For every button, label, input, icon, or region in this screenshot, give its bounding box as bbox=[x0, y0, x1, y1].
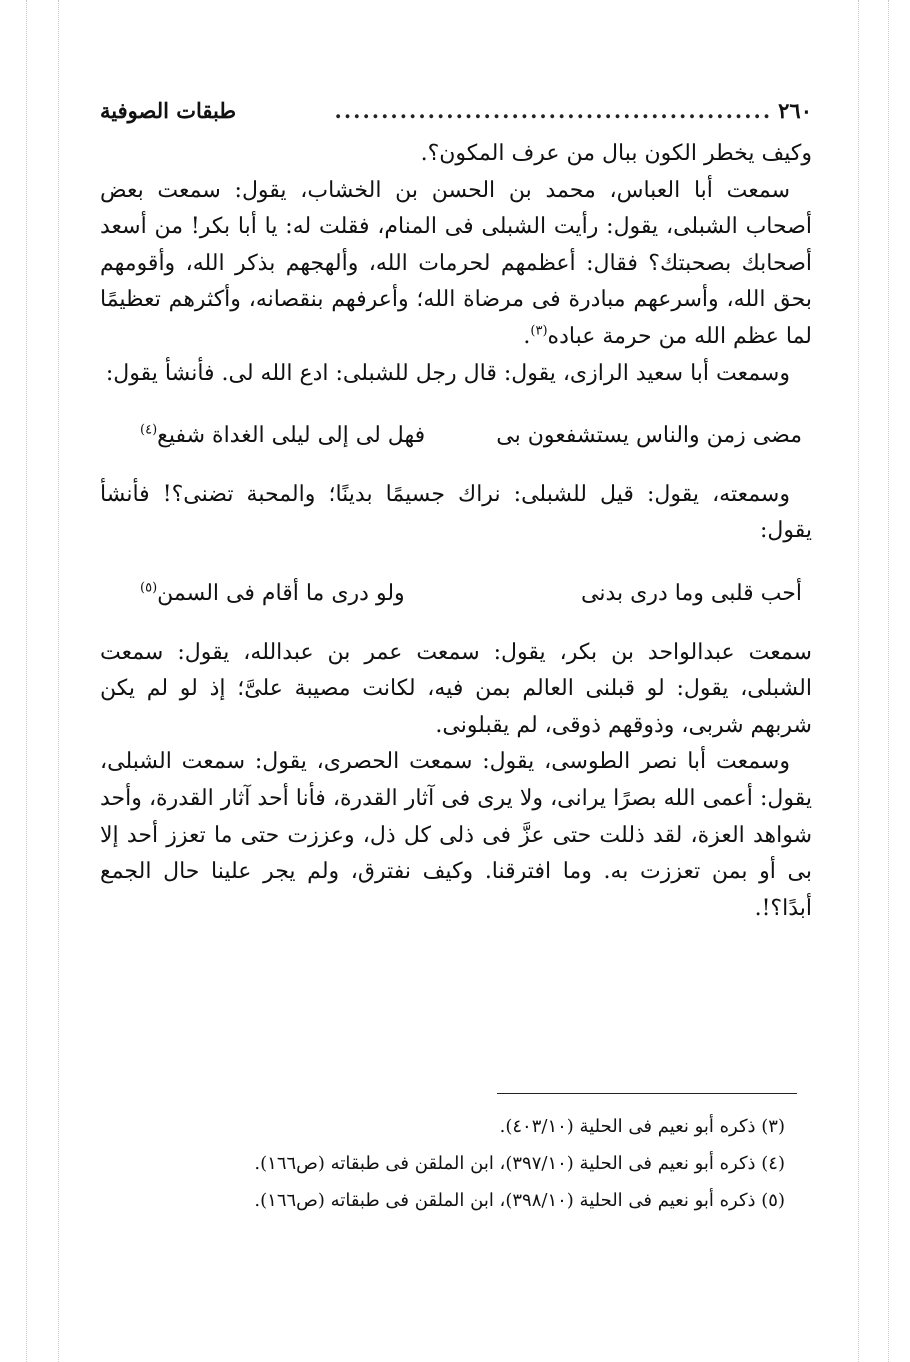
poem-verse bbox=[100, 576, 812, 613]
paragraph bbox=[100, 173, 812, 356]
footnote-ref: (٣) bbox=[530, 323, 548, 339]
book-title: طبقات الصوفية bbox=[100, 98, 237, 123]
verse-first-hemistich: أحب قلبى وما درى بدنى bbox=[581, 580, 802, 606]
poem-verse bbox=[100, 418, 812, 455]
footnote-ref: (٥) bbox=[140, 580, 158, 596]
body-text bbox=[100, 136, 812, 927]
footnote: (٣) ذكره أبو نعيم فى الحلية (٤٠٣/١٠). bbox=[499, 1116, 785, 1137]
scan-margin-line bbox=[858, 0, 859, 1362]
scan-margin-line bbox=[58, 0, 59, 1362]
footnote-ref: (٤) bbox=[140, 422, 158, 438]
paragraph-text: سمعت أبا العباس، محمد بن الحسن بن الخشاب، يقول: سمعت بعض أصحاب الشبلى، يقول: رأيت الشبلى فى المنام، فقلت له: يا أبا بكر! من أسعد أصحابك بصحبتك؟ فقال: أعظمهم لحرمات الله، وألهجهم بذكر الله، وأقومهم بحق الله، وأسرعهم مبادرة فى مرضاة الله؛ وأعرفهم بنقصانه، وأكثرهم تعظيمًا لما عظم الله من حرمة عباده bbox=[100, 177, 812, 349]
paragraph: وسمعته، يقول: قيل للشبلى: نراك جسيمًا بدينًا؛ والمحبة تضنى؟! فأنشأ يقول: bbox=[100, 481, 812, 544]
footnote-separator bbox=[497, 1093, 797, 1094]
paragraph: سمعت عبدالواحد بن بكر، يقول: سمعت عمر بن عبدالله، يقول: سمعت الشبلى، يقول: لو قبلنى العالم بمن فيه، لكانت مصيبة علىَّ؛ إذ لو لم يكن شربهم شربى، وذوقهم ذوقى، لم يقبلونى. bbox=[100, 639, 812, 738]
paragraph: وكيف يخطر الكون ببال من عرف المكون؟. bbox=[420, 141, 812, 166]
paragraph: وسمعت أبا سعيد الرازى، يقول: قال رجل للشبلى: ادع الله لى. فأنشأ يقول: bbox=[105, 360, 790, 386]
footnote: (٤) ذكره أبو نعيم فى الحلية (٣٩٧/١٠)، ابن الملقن فى طبقاته (ص١٦٦). bbox=[254, 1153, 785, 1174]
header-leader-dots: ............................................... bbox=[334, 98, 773, 123]
scan-margin-line bbox=[26, 0, 27, 1362]
scan-margin-line bbox=[888, 0, 889, 1362]
verse-second-hemistich bbox=[140, 576, 405, 613]
page-number: ٢٦٠ bbox=[778, 98, 812, 123]
verse-first-hemistich: مضى زمن والناس يستشفعون بى bbox=[496, 423, 802, 449]
footnotes bbox=[160, 1108, 785, 1219]
verse-second-text: ولو درى ما أقام فى السمن bbox=[157, 580, 405, 606]
running-header bbox=[100, 98, 812, 136]
book-page bbox=[100, 98, 812, 927]
paragraph: وسمعت أبا نصر الطوسى، يقول: سمعت الحصرى، يقول: سمعت الشبلى، يقول: أعمى الله بصرًا يرانى، ولا يرى فى آثار القدرة، فأنا أحد آثار القدرة، وأحد شواهد العزة، لقد ذللت حتى عزَّ فى ذلى كل ذل، وعززت حتى ما تعزز أحد إلا بى أو بمن تعززت به. وما افترقنا. وكيف نفترق، ولم يجر علينا حال الجمع أبدًا؟!. bbox=[100, 749, 812, 921]
paragraph-end-mark: . bbox=[523, 323, 531, 349]
verse-second-hemistich bbox=[140, 418, 425, 455]
footnote: (٥) ذكره أبو نعيم فى الحلية (٣٩٨/١٠)، ابن الملقن فى طبقاته (ص١٦٦). bbox=[254, 1190, 785, 1211]
verse-second-text: فهل لى إلى ليلى الغداة شفيع bbox=[157, 423, 426, 449]
